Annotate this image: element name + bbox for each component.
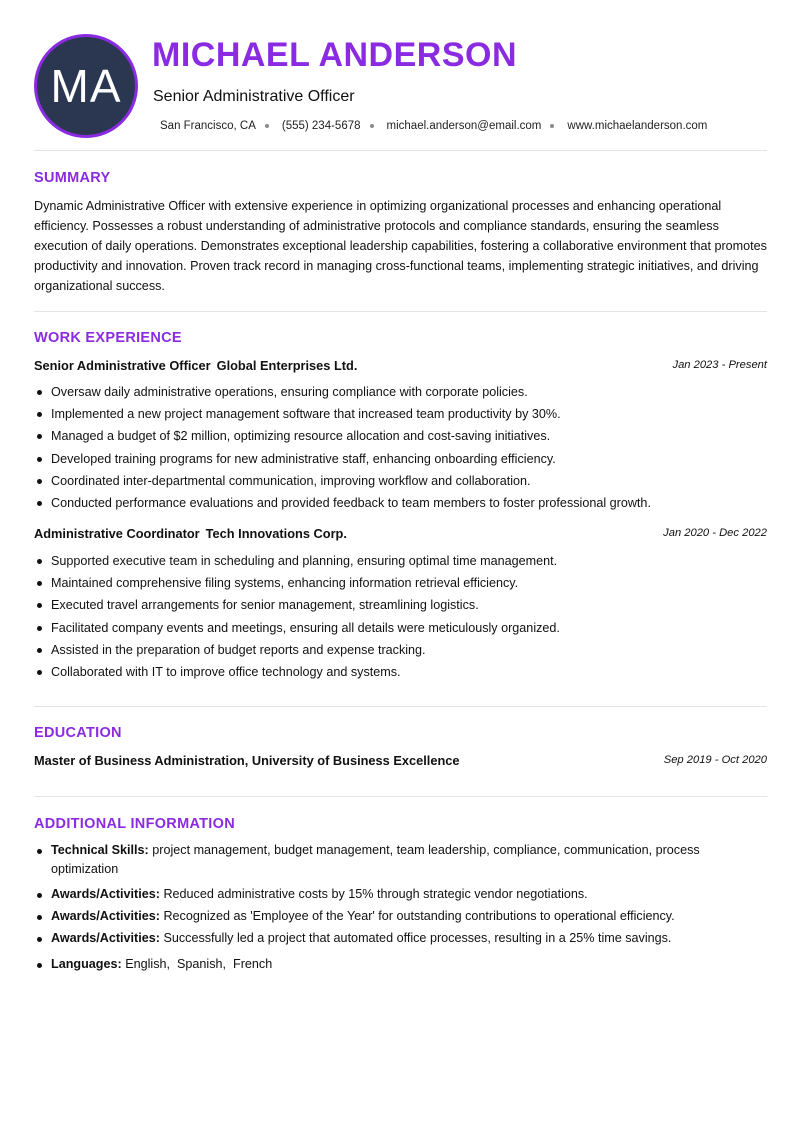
item-text: Successfully led a project that automated office processes, resulting in a 25% time savings.: [163, 931, 672, 946]
list-item: [34, 929, 767, 951]
contact-line: [160, 120, 707, 132]
language: French: [233, 956, 273, 971]
education-entry: [34, 753, 767, 768]
list-item: Executed travel arrangements for senior management, streamlining logistics.: [34, 596, 767, 618]
list-item: [34, 907, 767, 929]
list-item: Conducted performance evaluations and provided feedback to team members to foster professional growth.: [34, 494, 767, 516]
list-item: Maintained comprehensive filing systems, enhancing information retrieval efficiency.: [34, 574, 767, 596]
list-item: Facilitated company events and meetings, ensuring all details were meticulously organized.: [34, 619, 767, 641]
separator-dot: [265, 124, 269, 128]
list-item: Collaborated with IT to improve office technology and systems.: [34, 663, 767, 685]
list-item: Assisted in the preparation of budget reports and expense tracking.: [34, 641, 767, 663]
candidate-title: Senior Administrative Officer: [153, 88, 355, 105]
list-item: Coordinated inter-departmental communication, improving workflow and collaboration.: [34, 472, 767, 494]
section-divider: [34, 150, 767, 151]
list-item: [34, 841, 767, 879]
list-item: Developed training programs for new administrative staff, enhancing onboarding efficiency.: [34, 450, 767, 472]
separator-dot: [370, 124, 374, 128]
contact-location: San Francisco, CA: [160, 120, 256, 132]
summary-heading: SUMMARY: [34, 170, 111, 186]
contact-phone: (555) 234-5678: [281, 120, 361, 132]
education-dates: Sep 2019 - Oct 2020: [663, 754, 767, 766]
job-dates: Jan 2023 - Present: [672, 359, 767, 371]
job-role: Administrative Coordinator: [34, 526, 200, 541]
list-item: Implemented a new project management software that increased team productivity by 30%.: [34, 405, 767, 427]
list-item: Oversaw daily administrative operations, ensuring compliance with corporate policies.: [34, 383, 767, 405]
additional-list: [34, 841, 767, 977]
contact-email[interactable]: michael.anderson@email.com: [386, 120, 542, 132]
item-text: Recognized as 'Employee of the Year' for outstanding contributions to operational efficiency.: [163, 909, 675, 924]
education-heading: EDUCATION: [34, 725, 122, 741]
job-header: [34, 526, 767, 544]
job-dates: Jan 2020 - Dec 2022: [663, 527, 767, 539]
item-label: Awards/Activities:: [51, 931, 160, 946]
language: Spanish,: [177, 956, 227, 971]
additional-heading: ADDITIONAL INFORMATION: [34, 816, 235, 832]
list-item: Managed a budget of $2 million, optimizing resource allocation and cost-saving initiatives.: [34, 427, 767, 449]
item-label: Technical Skills:: [51, 843, 149, 857]
list-item: Supported executive team in scheduling and planning, ensuring optimal time management.: [34, 552, 767, 574]
avatar-initials: MA: [50, 60, 122, 112]
job-bullets: [34, 383, 767, 516]
job-role: Senior Administrative Officer: [34, 358, 211, 373]
item-label: Awards/Activities:: [51, 909, 160, 924]
job-company: Global Enterprises Ltd.: [216, 358, 358, 373]
item-text: project management, budget management, team leadership, compliance, communication, process optimization: [51, 843, 700, 876]
item-label: Awards/Activities:: [51, 887, 160, 901]
job-bullets: [34, 552, 767, 685]
job-header: [34, 358, 767, 376]
contact-website[interactable]: www.michaelanderson.com: [567, 120, 708, 132]
list-item: [34, 955, 767, 977]
section-divider: [34, 796, 767, 797]
experience-heading: WORK EXPERIENCE: [34, 330, 182, 346]
separator-dot: [550, 124, 554, 128]
summary-text: Dynamic Administrative Officer with extensive experience in optimizing organizational processes and enhancing operational efficiency. Possesses a robust understanding of administrative protocols and compliance standards, ensuring the seamless execution of daily operations. Demonstrates exceptional leadership capabilities, fostering a collaborative environment that promotes productivity and innovation. Proven track record in managing cross-functional teams, implementing strategic initiatives, and driving organizational success.: [34, 199, 767, 293]
section-divider: [34, 706, 767, 707]
item-label: Languages:: [51, 956, 122, 971]
item-text: Reduced administrative costs by 15% through strategic vendor negotiations.: [163, 887, 588, 901]
candidate-name: MICHAEL ANDERSON: [152, 36, 518, 74]
avatar: [34, 34, 138, 138]
education-degree: Master of Business Administration, University of Business Excellence: [34, 753, 460, 768]
list-item: [34, 885, 767, 907]
job-company: Tech Innovations Corp.: [205, 526, 347, 541]
language: English,: [125, 956, 170, 971]
resume-page: [34, 0, 767, 1130]
section-divider: [34, 311, 767, 312]
